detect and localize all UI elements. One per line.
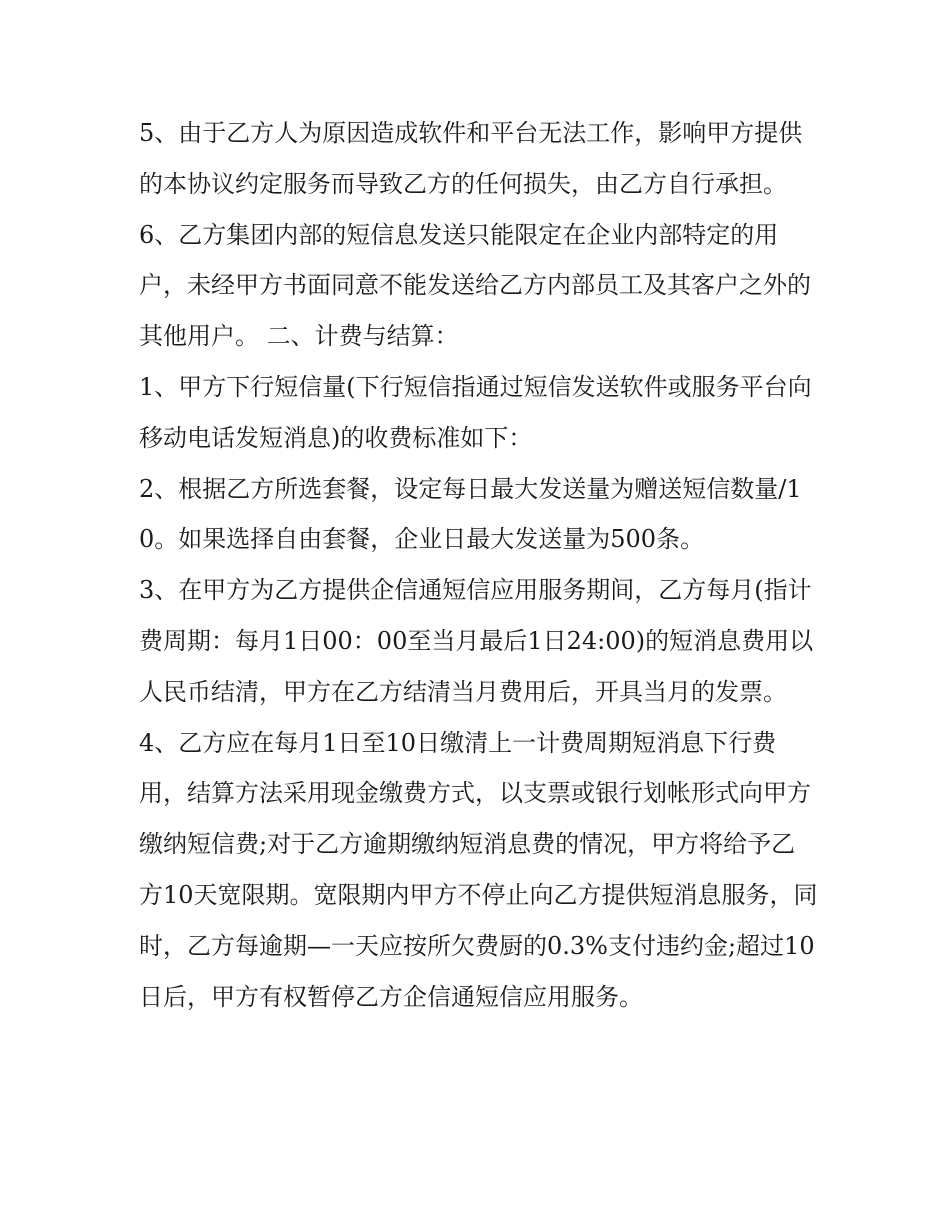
billing-clause-3-paragraph: 3、在甲方为乙方提供企信通短信应用服务期间，乙方每月(指计费周期：每月1日00：00至当月最后1日24:00)的短消息费用以人民币结清，甲方在乙方结清当月费用后，开具当月的发票。 <box>139 576 814 706</box>
billing-clause-4-paragraph: 4、乙方应在每月1日至10日缴清上一计费周期短消息下行费用，结算方法采用现金缴费方式，以支票或银行划帐形式向甲方缴纳短信费;对于乙方逾期缴纳短消息费的情况，甲方将给予乙方10天宽限期。宽限期内甲方不停止向乙方提供短消息服务，同时，乙方每逾期—一天应按所欠费厨的0.3%支付违约金;超过10日后，甲方有权暂停乙方企信通短信应用服务。 <box>139 728 818 1011</box>
clause-5-paragraph: 5、由于乙方人为原因造成软件和平台无法工作，影响甲方提供的本协议约定服务而导致乙方的任何损失，由乙方自行承担。 <box>139 119 803 198</box>
billing-clause-1-paragraph: 1、甲方下行短信量(下行短信指通过短信发送软件或服务平台向移动电话发短消息)的收费标准如下： <box>139 372 812 452</box>
billing-clause-2-paragraph: 2、根据乙方所选套餐，设定每日最大发送量为赠送短信数量/10。如果选择自由套餐，企业日最大发送量为500条。 <box>139 474 802 554</box>
clause-6-paragraph: 6、乙方集团内部的短信息发送只能限定在企业内部特定的用户，未经甲方书面同意不能发送给乙方内部员工及其客户之外的其他用户。 二、计费与结算： <box>139 220 811 351</box>
document-body <box>139 108 819 1022</box>
